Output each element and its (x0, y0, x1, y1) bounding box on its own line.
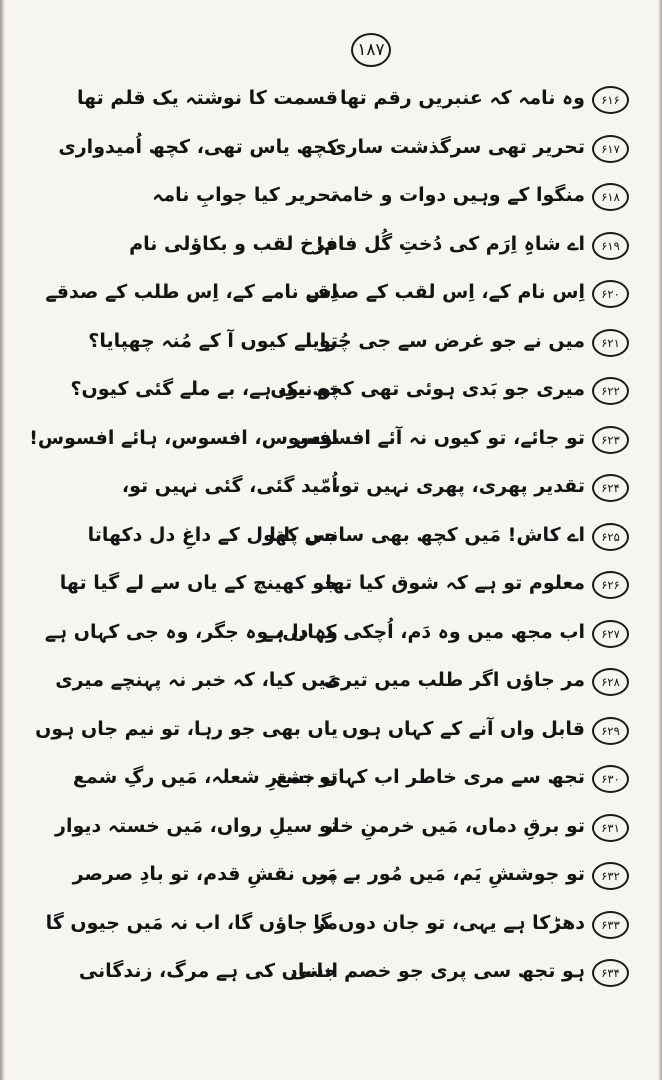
first-hemistich: دھڑکا ہے یہی، تو جان دوں گا (313, 911, 585, 934)
verse-row (0, 755, 662, 804)
second-hemistich: وہ دل، وہ جگر، وہ جی کہاں ہے (44, 620, 338, 643)
verse-number: ۶۳۰ (592, 765, 629, 793)
first-hemistich: تجھ سے مری خاطر اب کہاں جمع (275, 766, 585, 788)
second-hemistich: افسوس، افسوس، ہائے افسوس! (29, 426, 338, 449)
verse-number: ۶۳۳ (592, 911, 629, 939)
first-hemistich: تقدیر پھری، پھری نہیں تو، (333, 475, 585, 497)
verse-row (0, 173, 662, 222)
first-hemistich: وہ نامہ کہ عنبریں رقم تھا (340, 87, 585, 109)
verse-list (0, 76, 662, 998)
verse-number: ۶۲۴ (592, 474, 629, 502)
verse-row (0, 513, 662, 562)
verse-number: ۶۲۱ (592, 329, 629, 357)
verse-row (0, 125, 662, 174)
verse-row (0, 658, 662, 707)
verse-row (0, 76, 662, 125)
second-hemistich: فرخ لقب و بکاؤلی نام (129, 232, 338, 255)
second-hemistich: تو نے کیوں آ کے مُنہ چھپایا؟ (88, 329, 338, 352)
verse-number: ۶۱۶ (592, 86, 629, 114)
second-hemistich: انساں کی ہے مرگ، زندگانی (78, 960, 338, 982)
verse-row (0, 707, 662, 756)
verse-row (0, 464, 662, 513)
verse-number: ۶۲۰ (592, 280, 629, 308)
verse-number: ۶۳۲ (592, 862, 629, 890)
verse-row (0, 319, 662, 368)
verse-row (0, 852, 662, 901)
page-number: ۱۸۷ (351, 33, 391, 67)
second-hemistich: یاں بھی جو رہا، تو نیم جاں ہوں (35, 717, 338, 740)
first-hemistich: تو جوششِ یَم، مَیں مُور بے پر (317, 863, 585, 885)
second-hemistich: تو نیک ہے، بے ملے گئی کیوں؟ (70, 378, 338, 400)
first-hemistich: میری جو بَدی ہوئی تھی کچھ یوں (270, 378, 585, 400)
verse-row (0, 416, 662, 465)
verse-number: ۶۲۷ (592, 620, 629, 648)
verse-row (0, 561, 662, 610)
first-hemistich: تحریر تھی سرگذشت ساری (329, 135, 585, 158)
verse-number: ۶۲۵ (592, 523, 629, 551)
second-hemistich: تحریر کیا جوابِ نامہ (152, 184, 338, 206)
first-hemistich: تو برقِ دماں، مَیں خرمنِ خار (322, 814, 585, 837)
first-hemistich: مر جاؤں اگر طلب میں تیری (323, 669, 585, 691)
first-hemistich: ہو تجھ سی پری جو خصم جانی (290, 960, 585, 982)
verse-number: ۶۳۴ (592, 959, 629, 987)
second-hemistich: جی کھول کے داغِ دل دکھاتا (87, 523, 338, 546)
second-hemistich: مَیں نقشِ قدم، تو بادِ صرصر (72, 863, 338, 885)
verse-number: ۶۱۹ (592, 232, 629, 260)
first-hemistich: اب مجھ میں وہ دَم، اُچکی کہاں ہے (262, 620, 585, 643)
second-hemistich: مَیں کیا، کہ خبر نہ پہنچے میری (55, 669, 338, 691)
first-hemistich: اِس نام کے، اِس لقب کے صدقے (306, 281, 585, 303)
verse-number: ۶۲۲ (592, 377, 629, 405)
first-hemistich: قابل واں آنے کے کہاں ہوں (341, 717, 585, 740)
verse-number: ۶۱۷ (592, 135, 629, 163)
verse-row (0, 610, 662, 659)
second-hemistich: مر جاؤں گا، اب نہ مَیں جیوں گا (45, 911, 338, 934)
second-hemistich: تو سیلِ رواں، مَیں خستہ دیوار (55, 814, 338, 837)
second-hemistich: قسمت کا نوشتہ یک قلم تھا (77, 87, 338, 109)
second-hemistich: اِس نامے کے، اِس طلب کے صدقے (45, 281, 338, 303)
verse-row (0, 901, 662, 950)
second-hemistich: کچھ یاس تھی، کچھ اُمیدواری (58, 135, 338, 158)
verse-number: ۶۳۱ (592, 814, 629, 842)
first-hemistich: اے کاش! مَیں کچھ بھی سانس پاتا (269, 523, 585, 546)
second-hemistich: اُمّید گئی، گئی نہیں تو، (121, 475, 338, 497)
verse-number: ۶۲۳ (592, 426, 629, 454)
verse-row (0, 804, 662, 853)
verse-row (0, 367, 662, 416)
verse-number: ۶۲۸ (592, 668, 629, 696)
first-hemistich: معلوم تو ہے کہ شوق کیا تھا (325, 572, 585, 594)
first-hemistich: منگوا کے وہیں دوات و خامہ (330, 184, 585, 206)
verse-row (0, 270, 662, 319)
verse-number: ۶۲۶ (592, 571, 629, 599)
second-hemistich: تو نشترِ شعلہ، مَیں رگِ شمع (72, 766, 338, 788)
verse-row (0, 222, 662, 271)
first-hemistich: میں نے جو غرض سے جی چُرایا (305, 329, 585, 352)
first-hemistich: اے شاہِ اِرَم کی دُختِ گُل فام! (315, 232, 585, 255)
second-hemistich: جو کھینچ کے یاں سے لے گیا تھا (59, 572, 338, 594)
verse-row (0, 949, 662, 998)
verse-number: ۶۱۸ (592, 183, 629, 211)
first-hemistich: تو جائے، تو کیوں نہ آئے افسوس (294, 426, 585, 449)
verse-number: ۶۲۹ (592, 717, 629, 745)
